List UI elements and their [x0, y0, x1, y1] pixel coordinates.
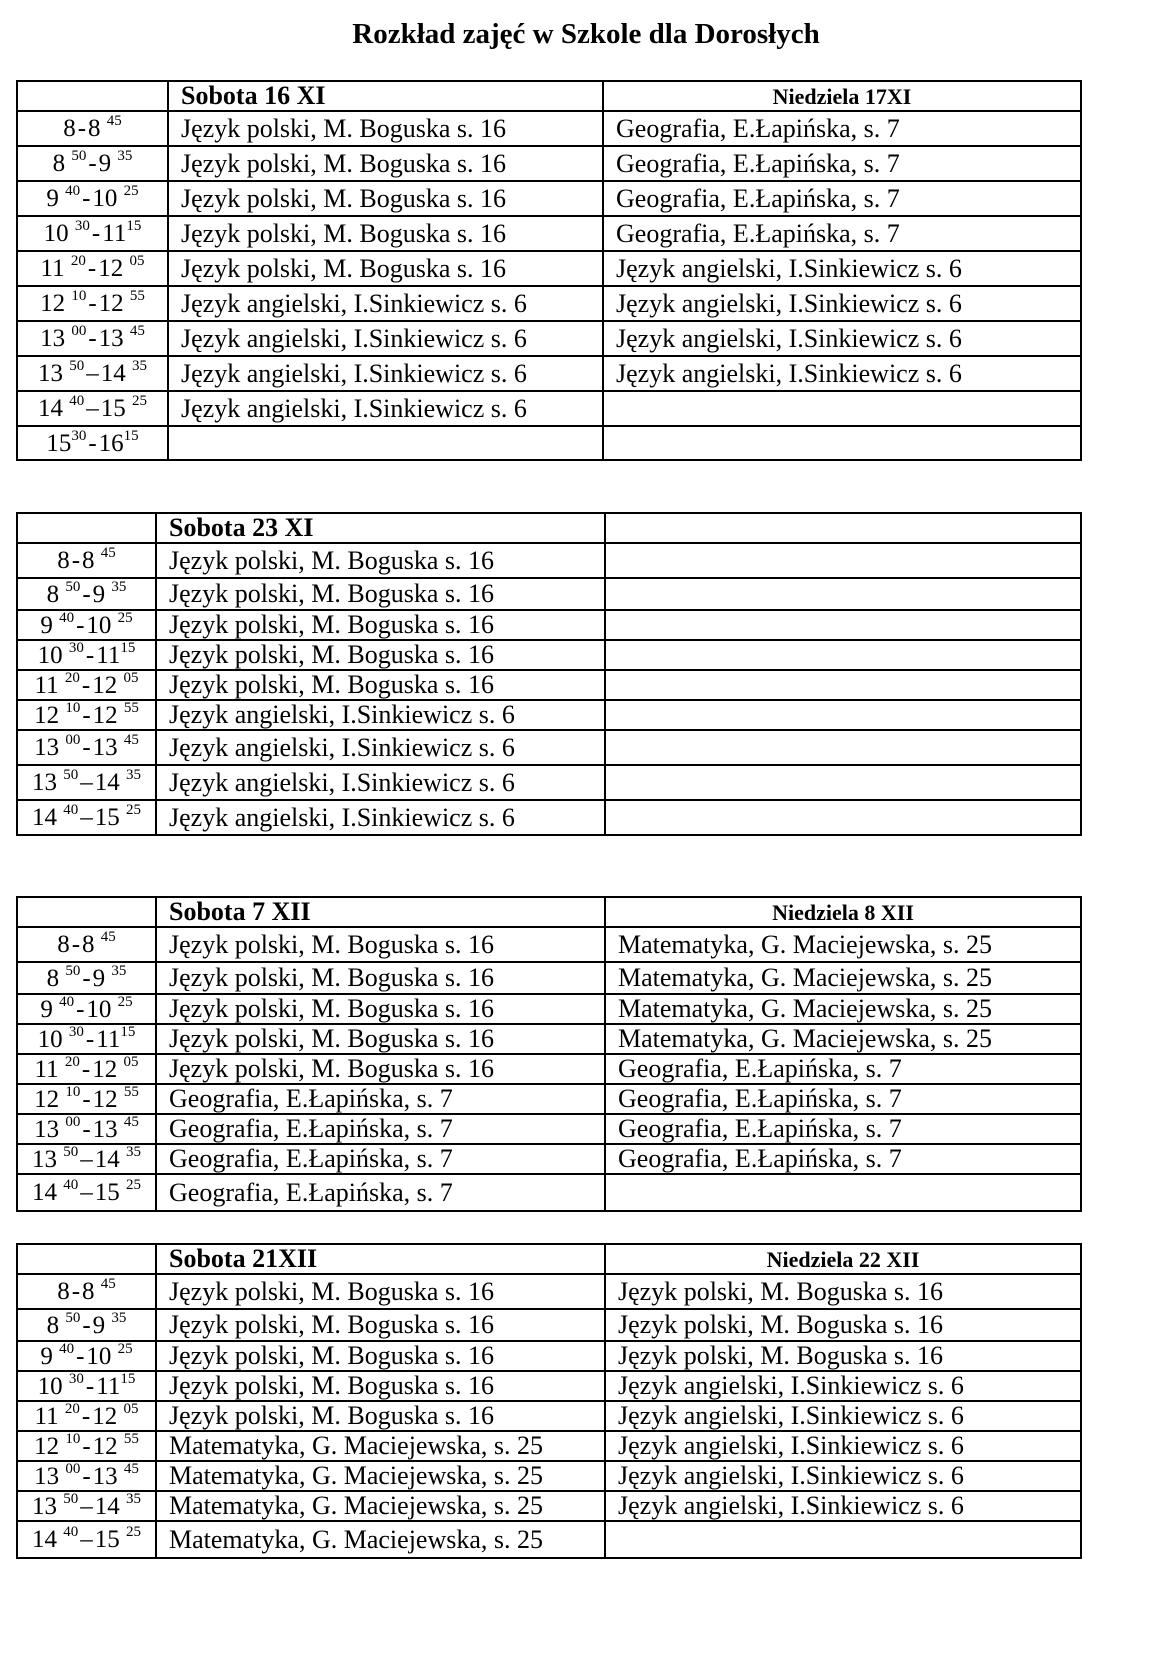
table-row [17, 800, 1081, 835]
saturday-lesson: Język angielski, I.Sinkiewicz s. 6 [156, 765, 605, 800]
table-row [17, 391, 1081, 426]
time-cell: 11 $^{20}$-12 $^{05}$ [17, 1401, 156, 1431]
time-cell: 13 $^{00}$-13 $^{45}$ [17, 1114, 156, 1144]
sunday-lesson: Język angielski, I.Sinkiewicz s. 6 [603, 321, 1081, 356]
saturday-lesson: Język polski, M. Boguska s. 16 [156, 578, 605, 610]
sunday-lesson: Język angielski, I.Sinkiewicz s. 6 [605, 1401, 1081, 1431]
time-cell: 14 $^{40}$–15 $^{25}$ [17, 800, 156, 835]
saturday-lesson: Język polski, M. Boguska s. 16 [156, 610, 605, 640]
table-row [17, 765, 1081, 800]
table-row [17, 1431, 1081, 1461]
time-cell: 8-8 $^{45}$ [17, 111, 168, 146]
table-row [17, 578, 1081, 610]
sunday-lesson: Matematyka, G. Maciejewska, s. 25 [605, 927, 1081, 962]
time-cell: 10 $^{30}-11^{15}$ [17, 1024, 156, 1054]
saturday-lesson: Język polski, M. Boguska s. 16 [156, 962, 605, 994]
sunday-header: Niedziela 8 XII [605, 897, 1081, 927]
time-cell: 13 $^{50}$–14 $^{35}$ [17, 1144, 156, 1174]
table-row [17, 1174, 1081, 1211]
table-row [17, 111, 1081, 146]
sunday-header [605, 513, 1081, 543]
table-row [17, 1144, 1081, 1174]
table-row [17, 1114, 1081, 1144]
header-row [17, 897, 1081, 927]
schedule-table-7-xii [16, 896, 1082, 1212]
saturday-lesson: Język polski, M. Boguska s. 16 [156, 670, 605, 700]
sunday-lesson [605, 730, 1081, 765]
time-cell: 9 $^{40}$-10 $^{25}$ [17, 181, 168, 216]
corner-cell [17, 513, 156, 543]
table-row [17, 927, 1081, 962]
time-cell: 13 $^{50}$–14 $^{35}$ [17, 1491, 156, 1521]
sunday-header: Niedziela 17XI [603, 81, 1081, 111]
table-row [17, 730, 1081, 765]
saturday-lesson: Język polski, M. Boguska s. 16 [156, 1024, 605, 1054]
time-cell: 8-8 $^{45}$ [17, 927, 156, 962]
sunday-lesson: Język angielski, I.Sinkiewicz s. 6 [605, 1431, 1081, 1461]
time-cell: 14 $^{40}$–15 $^{25}$ [17, 1521, 156, 1558]
saturday-lesson: Geografia, E.Łapińska, s. 7 [156, 1174, 605, 1211]
saturday-lesson: Matematyka, G. Maciejewska, s. 25 [156, 1431, 605, 1461]
saturday-lesson: Język polski, M. Boguska s. 16 [156, 1341, 605, 1371]
saturday-lesson [168, 426, 603, 460]
page-title: Rozkład zajęć w Szkole dla Dorosłych [352, 18, 820, 50]
saturday-lesson: Język polski, M. Boguska s. 16 [156, 1054, 605, 1084]
corner-cell [17, 81, 168, 111]
saturday-lesson: Język angielski, I.Sinkiewicz s. 6 [168, 321, 603, 356]
saturday-lesson: Geografia, E.Łapińska, s. 7 [156, 1114, 605, 1144]
table-row [17, 1401, 1081, 1431]
time-cell: 13 $^{50}$–14 $^{35}$ [17, 765, 156, 800]
table-row [17, 543, 1081, 578]
time-cell: 8-8 $^{45}$ [17, 543, 156, 578]
saturday-lesson: Język polski, M. Boguska s. 16 [168, 181, 603, 216]
saturday-lesson: Matematyka, G. Maciejewska, s. 25 [156, 1461, 605, 1491]
sunday-lesson: Język angielski, I.Sinkiewicz s. 6 [605, 1461, 1081, 1491]
time-cell: 11 $^{20}$-12 $^{05}$ [17, 670, 156, 700]
sunday-lesson: Język polski, M. Boguska s. 16 [605, 1341, 1081, 1371]
sunday-lesson: Matematyka, G. Maciejewska, s. 25 [605, 994, 1081, 1024]
table-row [17, 1521, 1081, 1558]
saturday-lesson: Język polski, M. Boguska s. 16 [156, 927, 605, 962]
saturday-lesson: Język polski, M. Boguska s. 16 [168, 251, 603, 286]
sunday-lesson: Język angielski, I.Sinkiewicz s. 6 [603, 286, 1081, 321]
sunday-lesson: Geografia, E.Łapińska, s. 7 [605, 1114, 1081, 1144]
time-cell: 12 $^{10}$-12 $^{55}$ [17, 1084, 156, 1114]
sunday-lesson [605, 610, 1081, 640]
sunday-lesson [605, 800, 1081, 835]
sunday-lesson [603, 391, 1081, 426]
sunday-lesson: Geografia, E.Łapińska, s. 7 [603, 111, 1081, 146]
time-cell: $15^{30}-16^{15}$ [17, 426, 168, 460]
time-cell: 12 $^{10}$-12 $^{55}$ [17, 1431, 156, 1461]
time-cell: 8 $^{50}$-9 $^{35}$ [17, 146, 168, 181]
sunday-lesson: Język polski, M. Boguska s. 16 [605, 1274, 1081, 1309]
table-row [17, 640, 1081, 670]
header-row [17, 1244, 1081, 1274]
saturday-lesson: Geografia, E.Łapińska, s. 7 [156, 1084, 605, 1114]
sunday-lesson [605, 1521, 1081, 1558]
table-row [17, 181, 1081, 216]
time-cell: 8 $^{50}$-9 $^{35}$ [17, 962, 156, 994]
sunday-lesson: Matematyka, G. Maciejewska, s. 25 [605, 1024, 1081, 1054]
sunday-lesson: Geografia, E.Łapińska, s. 7 [603, 216, 1081, 251]
schedule-table-23-xi [16, 512, 1082, 836]
table-row [17, 1054, 1081, 1084]
table-row [17, 1371, 1081, 1401]
saturday-header: Sobota 7 XII [156, 897, 605, 927]
header-row [17, 81, 1081, 111]
time-cell: 8 $^{50}$-9 $^{35}$ [17, 1309, 156, 1341]
time-cell: 8 $^{50}$-9 $^{35}$ [17, 578, 156, 610]
saturday-lesson: Język polski, M. Boguska s. 16 [168, 146, 603, 181]
saturday-lesson: Matematyka, G. Maciejewska, s. 25 [156, 1491, 605, 1521]
saturday-lesson: Język polski, M. Boguska s. 16 [168, 216, 603, 251]
sunday-lesson [605, 578, 1081, 610]
time-cell: 9 $^{40}$-10 $^{25}$ [17, 994, 156, 1024]
table-row [17, 1024, 1081, 1054]
table-row [17, 1274, 1081, 1309]
time-cell: 11 $^{20}$-12 $^{05}$ [17, 1054, 156, 1084]
time-cell: 13 $^{50}$–14 $^{35}$ [17, 356, 168, 391]
time-cell: 10 $^{30}-11^{15}$ [17, 1371, 156, 1401]
saturday-lesson: Język polski, M. Boguska s. 16 [156, 640, 605, 670]
table-row [17, 356, 1081, 391]
time-cell: 14 $^{40}$–15 $^{25}$ [17, 1174, 156, 1211]
sunday-lesson: Język angielski, I.Sinkiewicz s. 6 [605, 1491, 1081, 1521]
table-row [17, 700, 1081, 730]
table-row [17, 994, 1081, 1024]
table-row [17, 286, 1081, 321]
time-cell: 9 $^{40}$-10 $^{25}$ [17, 610, 156, 640]
sunday-lesson: Geografia, E.Łapińska, s. 7 [605, 1054, 1081, 1084]
saturday-lesson: Język angielski, I.Sinkiewicz s. 6 [168, 356, 603, 391]
time-cell: 12 $^{10}$-12 $^{55}$ [17, 700, 156, 730]
time-cell: 13 $^{00}$-13 $^{45}$ [17, 730, 156, 765]
saturday-header: Sobota 21XII [156, 1244, 605, 1274]
sunday-lesson: Język polski, M. Boguska s. 16 [605, 1309, 1081, 1341]
time-cell: 12 $^{10}$-12 $^{55}$ [17, 286, 168, 321]
sunday-lesson [605, 640, 1081, 670]
table-row [17, 321, 1081, 356]
schedule-table-21-xii [16, 1243, 1082, 1559]
time-cell: 8-8 $^{45}$ [17, 1274, 156, 1309]
saturday-lesson: Język polski, M. Boguska s. 16 [156, 543, 605, 578]
time-cell: 10 $^{30}-11^{15}$ [17, 640, 156, 670]
saturday-lesson: Język polski, M. Boguska s. 16 [156, 1371, 605, 1401]
saturday-lesson: Język angielski, I.Sinkiewicz s. 6 [168, 286, 603, 321]
sunday-lesson: Geografia, E.Łapińska, s. 7 [605, 1084, 1081, 1114]
time-cell: 14 $^{40}$–15 $^{25}$ [17, 391, 168, 426]
saturday-header: Sobota 16 XI [168, 81, 603, 111]
saturday-lesson: Język angielski, I.Sinkiewicz s. 6 [168, 391, 603, 426]
saturday-lesson: Język polski, M. Boguska s. 16 [168, 111, 603, 146]
saturday-lesson: Matematyka, G. Maciejewska, s. 25 [156, 1521, 605, 1558]
saturday-lesson: Język polski, M. Boguska s. 16 [156, 1274, 605, 1309]
time-cell: 10 $^{30}-11^{15}$ [17, 216, 168, 251]
header-row [17, 513, 1081, 543]
saturday-lesson: Język angielski, I.Sinkiewicz s. 6 [156, 800, 605, 835]
sunday-lesson: Geografia, E.Łapińska, s. 7 [603, 181, 1081, 216]
sunday-lesson [605, 765, 1081, 800]
saturday-lesson: Język angielski, I.Sinkiewicz s. 6 [156, 700, 605, 730]
schedule-table-16-xi [16, 80, 1082, 461]
saturday-lesson: Język polski, M. Boguska s. 16 [156, 1401, 605, 1431]
table-row [17, 1461, 1081, 1491]
table-row [17, 216, 1081, 251]
table-row [17, 1309, 1081, 1341]
sunday-lesson: Język angielski, I.Sinkiewicz s. 6 [603, 251, 1081, 286]
table-row [17, 1341, 1081, 1371]
sunday-lesson [605, 543, 1081, 578]
table-row [17, 670, 1081, 700]
saturday-lesson: Język polski, M. Boguska s. 16 [156, 1309, 605, 1341]
time-cell: 9 $^{40}$-10 $^{25}$ [17, 1341, 156, 1371]
sunday-lesson [605, 670, 1081, 700]
sunday-lesson: Geografia, E.Łapińska, s. 7 [603, 146, 1081, 181]
saturday-lesson: Geografia, E.Łapińska, s. 7 [156, 1144, 605, 1174]
sunday-lesson: Język angielski, I.Sinkiewicz s. 6 [603, 356, 1081, 391]
corner-cell [17, 897, 156, 927]
time-cell: 13 $^{00}$-13 $^{45}$ [17, 1461, 156, 1491]
table-row [17, 610, 1081, 640]
sunday-lesson [605, 700, 1081, 730]
time-cell: 13 $^{00}$-13 $^{45}$ [17, 321, 168, 356]
table-row [17, 1491, 1081, 1521]
table-row [17, 962, 1081, 994]
sunday-lesson: Geografia, E.Łapińska, s. 7 [605, 1144, 1081, 1174]
saturday-header: Sobota 23 XI [156, 513, 605, 543]
table-row [17, 1084, 1081, 1114]
table-row [17, 146, 1081, 181]
corner-cell [17, 1244, 156, 1274]
table-row [17, 251, 1081, 286]
time-cell: 11 $^{20}$-12 $^{05}$ [17, 251, 168, 286]
sunday-lesson [603, 426, 1081, 460]
sunday-lesson: Język angielski, I.Sinkiewicz s. 6 [605, 1371, 1081, 1401]
table-row [17, 426, 1081, 460]
saturday-lesson: Język polski, M. Boguska s. 16 [156, 994, 605, 1024]
sunday-lesson: Matematyka, G. Maciejewska, s. 25 [605, 962, 1081, 994]
sunday-header: Niedziela 22 XII [605, 1244, 1081, 1274]
saturday-lesson: Język angielski, I.Sinkiewicz s. 6 [156, 730, 605, 765]
sunday-lesson [605, 1174, 1081, 1211]
